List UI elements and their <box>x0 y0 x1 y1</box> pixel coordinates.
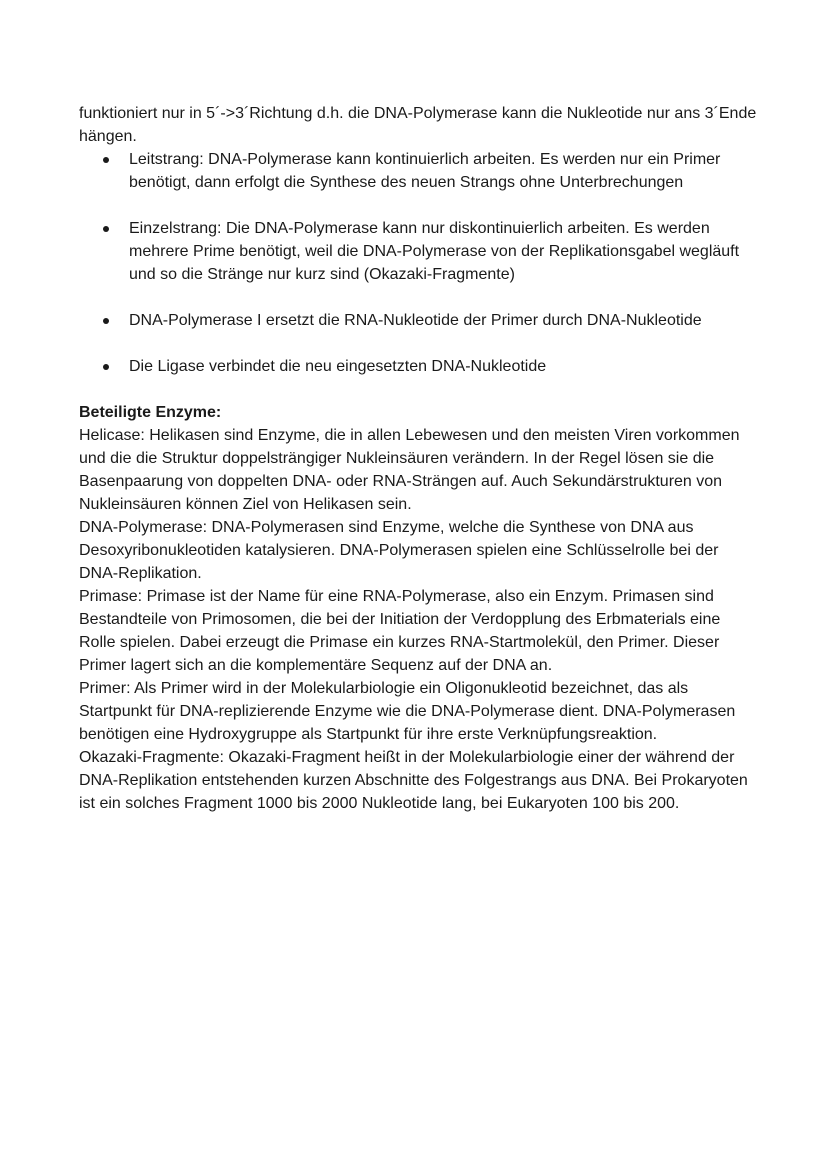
bullet-list <box>79 148 759 378</box>
bullet-icon <box>103 157 109 163</box>
bullet-text: Einzelstrang: Die DNA-Polymerase kann nur diskontinuierlich arbeiten. Es werden mehrere Prime benötigt, weil die DNA-Polymerase von der Replikationsgabel wegläuft und so die Stränge nur kurz sind (Okazaki-Fragmente) <box>129 220 740 283</box>
bullet-text: Die Ligase verbindet die neu eingesetzten DNA-Nukleotide <box>129 358 547 375</box>
section-heading: Beteiligte Enzyme: <box>79 404 222 421</box>
bullet-text: Leitstrang: DNA-Polymerase kann kontinuierlich arbeiten. Es werden nur ein Primer benötigt, dann erfolgt die Synthese des neuen Strangs ohne Unterbrechungen <box>129 151 721 191</box>
bullet-icon <box>103 226 109 232</box>
continuation-text: funktioniert nur in 5´->3´Richtung d.h. die DNA-Polymerase kann die Nukleotide nur ans 3´Ende hängen. <box>79 105 757 145</box>
paragraph-dna-polymerase: DNA-Polymerase: DNA-Polymerasen sind Enzyme, welche die Synthese von DNA aus Desoxyribonukleotiden katalysieren. DNA-Polymerasen spielen eine Schlüsselrolle bei der DNA-Replikation. <box>79 519 719 582</box>
paragraph-primase: Primase: Primase ist der Name für eine RNA-Polymerase, also ein Enzym. Primasen sind Bestandteile von Primosomen, die bei der Initiation der Verdopplung des Erbmaterials eine Rolle spielen. Dabei erzeugt die Primase ein kurzes RNA-Startmolekül, den Primer. Dieser Primer lagert sich an die komplementäre Sequenz auf der DNA an. <box>79 588 721 674</box>
bullet-item <box>79 217 759 286</box>
bullet-item <box>79 309 759 332</box>
bullet-item <box>79 148 759 194</box>
paragraph-okazaki: Okazaki-Fragmente: Okazaki-Fragment heißt in der Molekularbiologie einer der während der DNA-Replikation entstehenden kurzen Abschnitte des Folgestrangs aus DNA. Bei Prokaryoten ist ein solches Fragment 1000 bis 2000 Nukleotide lang, bei Eukaryoten 100 bis 200. <box>79 749 748 812</box>
bullet-text: DNA-Polymerase I ersetzt die RNA-Nukleotide der Primer durch DNA-Nukleotide <box>129 312 702 329</box>
paragraph-primer: Primer: Als Primer wird in der Molekularbiologie ein Oligonukleotid bezeichnet, das als Startpunkt für DNA-replizierende Enzyme wie die DNA-Polymerase dient. DNA-Polymerasen benötigen eine Hydroxygruppe als Startpunkt für ihre erste Verknüpfungsreaktion. <box>79 680 736 743</box>
bullet-item <box>79 355 759 378</box>
paragraph-helicase: Helicase: Helikasen sind Enzyme, die in allen Lebewesen und den meisten Viren vorkommen und die die Struktur doppelsträngiger Nukleinsäuren verändern. In der Regel lösen sie die Basenpaarung von doppelten DNA- oder RNA-Strängen auf. Auch Sekundärstrukturen von Nukleinsäuren können Ziel von Helikasen sein. <box>79 427 740 513</box>
bullet-icon <box>103 364 109 370</box>
document-page <box>79 102 759 815</box>
bullet-icon <box>103 318 109 324</box>
